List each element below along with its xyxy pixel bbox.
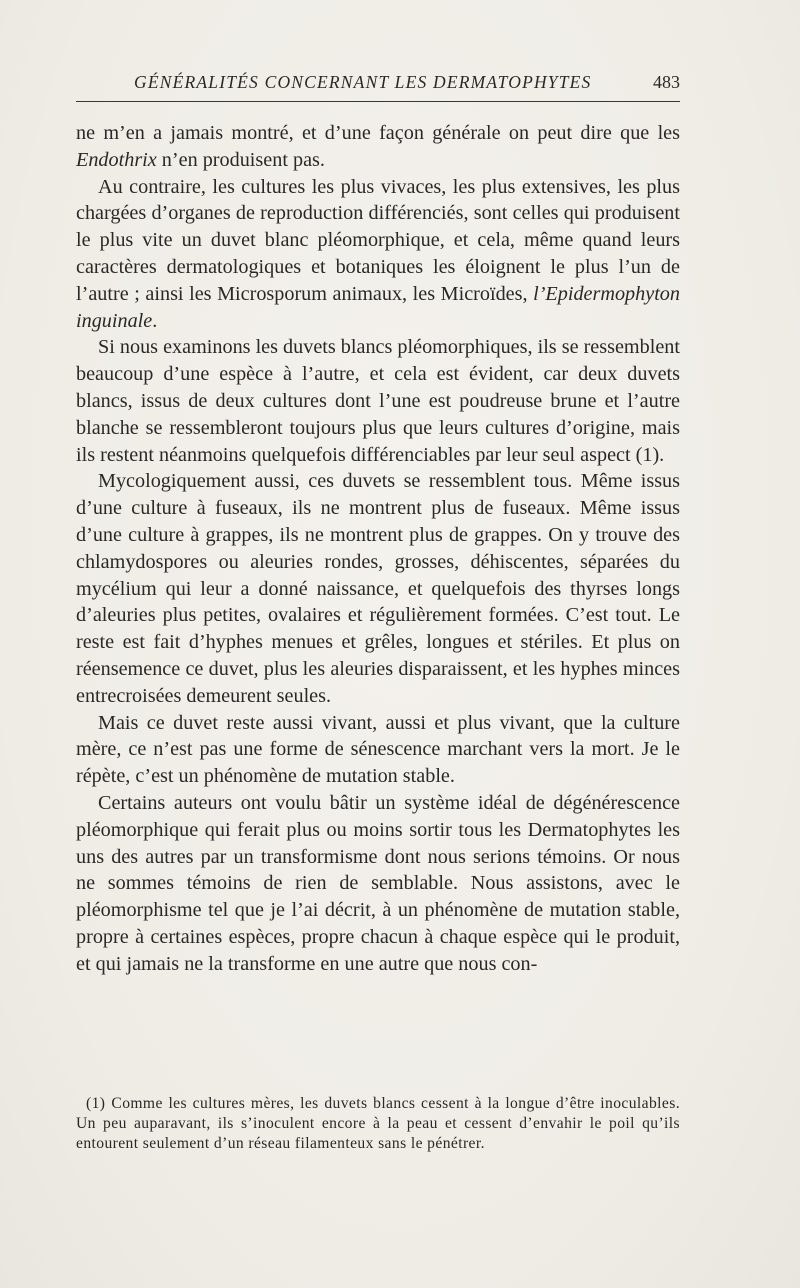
- body-text: [76, 120, 680, 978]
- running-title: GÉNÉRALITÉS CONCERNANT LES DERMATOPHYTES: [134, 72, 592, 92]
- paragraph-3: Si nous examinons les duvets blancs pléomorphiques, ils se ressemblent beaucoup d’une espèce à l’autre, et cela est évident, car deux duvets blancs, issus de deux cultures dont l’une est poudreuse brune et l’autre blanche se ressembleront toujours plus que leurs cultures d’origine, mais ils restent néanmoins quelquefois différenciables par leur seul aspect (1).: [76, 336, 680, 466]
- paragraph-2: [76, 174, 680, 335]
- paragraph-5: Mais ce duvet reste aussi vivant, aussi et plus vivant, que la culture mère, ce n’est pas une forme de sénescence marchant vers la mort. Je le répète, c’est un phénomène de mutation stable.: [76, 711, 680, 788]
- paragraph-1-italic: Endothrix: [76, 148, 157, 171]
- paragraph-4: Mycologiquement aussi, ces duvets se ressemblent tous. Même issus d’une culture à fuseaux, ils ne montrent plus de fuseaux. Même issus d’une culture à grappes, ils ne montrent plus de grappes. On y trouve des chlamydospores ou aleuries rondes, grosses, déhiscentes, séparées du mycélium qui leur a donné naissance, et quelquefois des thyrses longs d’aleuries plus petites, ovalaires et régulièrement formées. C’est tout. Le reste est fait d’hyphes menues et grêles, longues et stériles. Et plus on réensemence ce duvet, plus les aleuries disparaissent, et les hyphes minces entrecroisées demeurent seules.: [76, 470, 680, 707]
- footnote-1-text: Comme les cultures mères, les duvets blancs cessent à la longue d’être inoculables. Un peu auparavant, ils s’inoculent encore à la peau et cessent d’envahir le poil qu’ils entourent seulement d’un réseau filamenteux sans le pénétrer.: [76, 1095, 680, 1152]
- paragraph-2-tail: .: [152, 309, 158, 332]
- footnote-1-marker: (1): [86, 1095, 106, 1112]
- paragraph-2-text: Au contraire, les cultures les plus vivaces, les plus extensives, les plus chargées d’organes de reproduction différenciés, sont celles qui produisent le plus vite un duvet blanc pléomorphique, et cela, même quand leurs caractères dermatologiques et botaniques les éloignent le plus l’un de l’autre ; ainsi les Microsporum animaux, les Microïdes,: [76, 175, 680, 305]
- paragraph-6: Certains auteurs ont voulu bâtir un système idéal de dégénérescence pléomorphique qui ferait plus ou moins sortir tous les Dermatophytes les uns des autres par un transformisme dont nous serions témoins. Or nous ne sommes témoins de rien de semblable. Nous assistons, avec le pléomorphisme tel que je l’ai décrit, à un phénomène de mutation stable, propre à certaines espèces, propre chacun à chaque espèce qui le produit, et qui jamais ne la transforme en une autre que nous con-: [76, 791, 680, 975]
- paragraph-1-text: ne m’en a jamais montré, et d’une façon générale on peut dire que les: [76, 122, 680, 144]
- page-number: 483: [653, 72, 680, 92]
- header-rule: [76, 101, 680, 102]
- paragraph-1: [76, 120, 680, 174]
- footnotes: [76, 1094, 680, 1154]
- page-header: [76, 72, 680, 102]
- paragraph-1-tail: n’en produisent pas.: [156, 148, 325, 171]
- paragraph-2-italic: l’Epidermophyton inguinale: [76, 282, 680, 332]
- footnote-1: [76, 1094, 680, 1154]
